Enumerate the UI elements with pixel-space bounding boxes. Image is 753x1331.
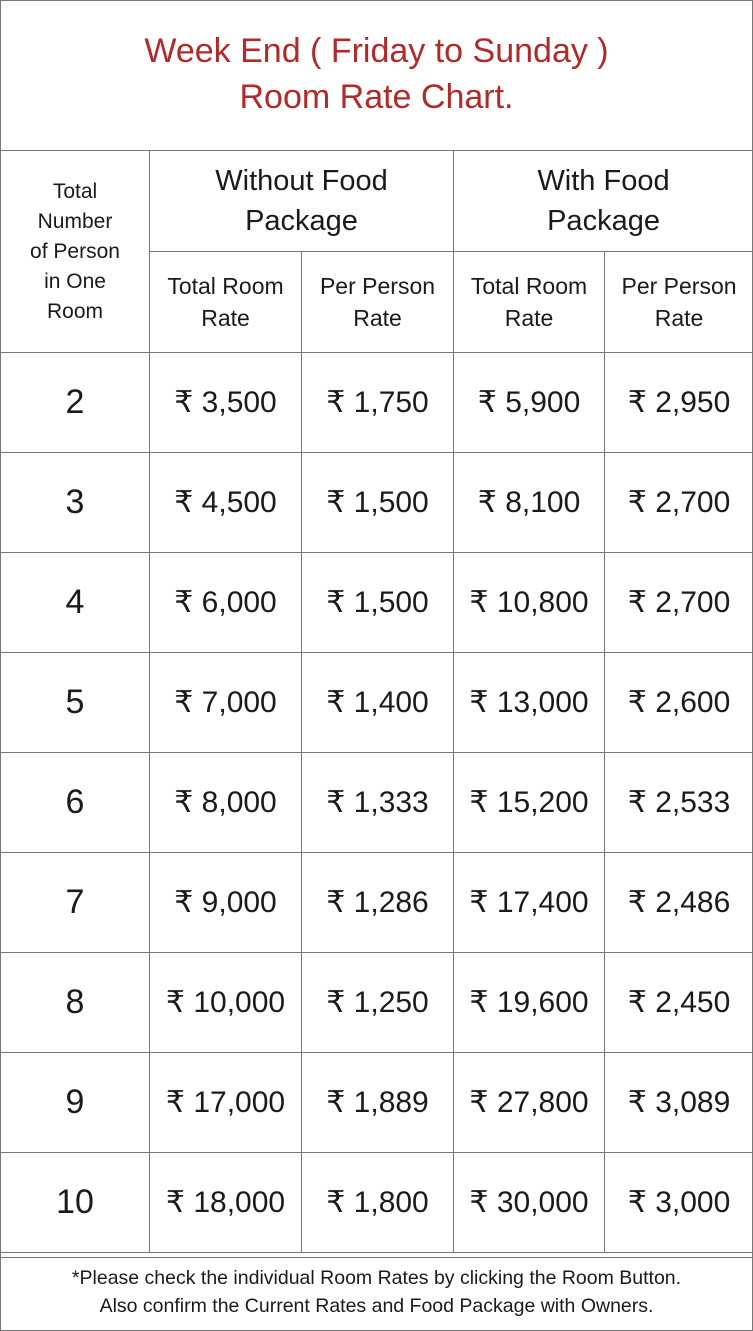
persons-column-header bbox=[1, 151, 150, 353]
persons-header-line: of Person bbox=[30, 239, 120, 263]
subheader-line: Rate bbox=[654, 305, 704, 331]
without-food-per-person-cell: ₹ 1,750 bbox=[302, 353, 454, 453]
with-food-per-person-cell: ₹ 2,600 bbox=[605, 653, 753, 753]
with-food-per-person-cell: ₹ 2,950 bbox=[605, 353, 753, 453]
subheader-line: Rate bbox=[201, 305, 250, 331]
with-food-total-cell: ₹ 15,200 bbox=[454, 753, 605, 853]
without-food-per-person-cell: ₹ 1,800 bbox=[302, 1153, 454, 1253]
group-header-line: Without Food bbox=[215, 165, 388, 197]
persons-header-line: Total bbox=[52, 179, 98, 203]
group-header-line: Package bbox=[547, 205, 660, 237]
persons-cell: 7 bbox=[1, 853, 150, 953]
persons-cell: 8 bbox=[1, 953, 150, 1053]
persons-cell: 9 bbox=[1, 1053, 150, 1153]
table-row bbox=[1, 953, 753, 1053]
with-food-total-cell: ₹ 30,000 bbox=[454, 1153, 605, 1253]
subheader-line: Per Person bbox=[621, 273, 737, 299]
without-food-total-rate-header bbox=[150, 252, 302, 353]
without-food-per-person-cell: ₹ 1,250 bbox=[302, 953, 454, 1053]
persons-header-line: Number bbox=[37, 209, 113, 233]
table-row bbox=[1, 653, 753, 753]
with-food-per-person-cell: ₹ 2,486 bbox=[605, 853, 753, 953]
without-food-total-cell: ₹ 18,000 bbox=[150, 1153, 302, 1253]
persons-header-line: Room bbox=[46, 299, 104, 323]
table-row bbox=[1, 753, 753, 853]
with-food-total-rate-header bbox=[454, 252, 605, 353]
table-row bbox=[1, 553, 753, 653]
persons-cell: 3 bbox=[1, 453, 150, 553]
with-food-per-person-cell: ₹ 2,700 bbox=[605, 553, 753, 653]
header-row-groups bbox=[1, 151, 753, 252]
footer-note-line-1: *Please check the individual Room Rates by clicking the Room Button. bbox=[71, 1267, 682, 1289]
without-food-per-person-header bbox=[302, 252, 454, 353]
page-title bbox=[0, 0, 753, 150]
subheader-line: Total Room bbox=[470, 273, 588, 299]
without-food-total-cell: ₹ 4,500 bbox=[150, 453, 302, 553]
with-food-per-person-cell: ₹ 2,533 bbox=[605, 753, 753, 853]
group-header-line: Package bbox=[245, 205, 358, 237]
with-food-per-person-cell: ₹ 3,089 bbox=[605, 1053, 753, 1153]
title-line-2: Room Rate Chart. bbox=[239, 78, 514, 116]
without-food-per-person-cell: ₹ 1,500 bbox=[302, 553, 454, 653]
without-food-total-cell: ₹ 17,000 bbox=[150, 1053, 302, 1153]
persons-cell: 4 bbox=[1, 553, 150, 653]
with-food-per-person-cell: ₹ 3,000 bbox=[605, 1153, 753, 1253]
with-food-total-cell: ₹ 5,900 bbox=[454, 353, 605, 453]
table-row bbox=[1, 1053, 753, 1153]
table-row bbox=[1, 353, 753, 453]
without-food-total-cell: ₹ 7,000 bbox=[150, 653, 302, 753]
without-food-total-cell: ₹ 3,500 bbox=[150, 353, 302, 453]
without-food-per-person-cell: ₹ 1,500 bbox=[302, 453, 454, 553]
with-food-total-cell: ₹ 13,000 bbox=[454, 653, 605, 753]
with-food-total-cell: ₹ 19,600 bbox=[454, 953, 605, 1053]
subheader-line: Rate bbox=[504, 305, 554, 331]
persons-cell: 2 bbox=[1, 353, 150, 453]
persons-header-line: in One bbox=[44, 269, 106, 293]
subheader-line: Per Person bbox=[319, 273, 436, 299]
with-food-total-cell: ₹ 10,800 bbox=[454, 553, 605, 653]
without-food-total-cell: ₹ 10,000 bbox=[150, 953, 302, 1053]
without-food-group-header bbox=[150, 151, 454, 252]
with-food-total-cell: ₹ 27,800 bbox=[454, 1053, 605, 1153]
with-food-per-person-cell: ₹ 2,450 bbox=[605, 953, 753, 1053]
without-food-per-person-cell: ₹ 1,400 bbox=[302, 653, 454, 753]
subheader-line: Rate bbox=[353, 305, 402, 331]
group-header-line: With Food bbox=[537, 165, 670, 197]
table-row bbox=[1, 453, 753, 553]
without-food-total-cell: ₹ 9,000 bbox=[150, 853, 302, 953]
without-food-per-person-cell: ₹ 1,889 bbox=[302, 1053, 454, 1153]
rate-table bbox=[0, 150, 753, 1253]
title-line-1: Week End ( Friday to Sunday ) bbox=[144, 32, 609, 70]
table-row bbox=[1, 853, 753, 953]
persons-cell: 6 bbox=[1, 753, 150, 853]
persons-cell: 5 bbox=[1, 653, 150, 753]
without-food-per-person-cell: ₹ 1,333 bbox=[302, 753, 454, 853]
without-food-per-person-cell: ₹ 1,286 bbox=[302, 853, 454, 953]
footer-note bbox=[0, 1257, 753, 1320]
with-food-total-cell: ₹ 8,100 bbox=[454, 453, 605, 553]
without-food-total-cell: ₹ 6,000 bbox=[150, 553, 302, 653]
subheader-line: Total Room bbox=[167, 273, 284, 299]
table-row bbox=[1, 1153, 753, 1253]
with-food-per-person-header bbox=[605, 252, 753, 353]
with-food-group-header bbox=[454, 151, 753, 252]
with-food-per-person-cell: ₹ 2,700 bbox=[605, 453, 753, 553]
persons-cell: 10 bbox=[1, 1153, 150, 1253]
without-food-total-cell: ₹ 8,000 bbox=[150, 753, 302, 853]
footer-note-line-2: Also confirm the Current Rates and Food Package with Owners. bbox=[99, 1295, 654, 1317]
with-food-total-cell: ₹ 17,400 bbox=[454, 853, 605, 953]
